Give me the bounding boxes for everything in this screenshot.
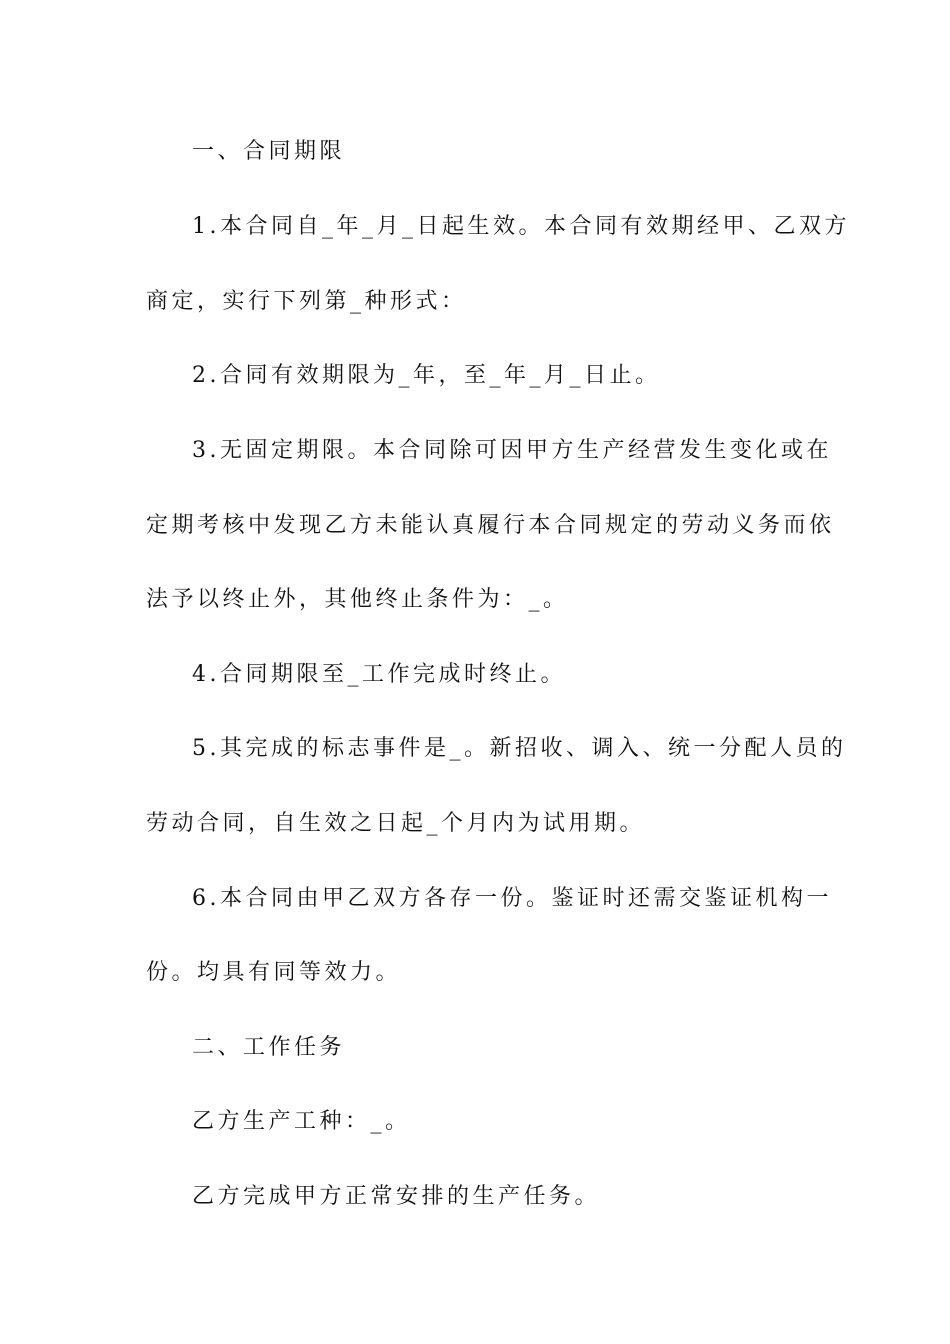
paragraph-line: 份。均具有同等效力。	[146, 960, 402, 985]
paragraph-line: 乙方生产工种：_。	[192, 1109, 411, 1134]
paragraph-line: 6.本合同由甲乙双方各存一份。鉴证时还需交鉴证机构一	[192, 886, 832, 911]
section-heading-contract-term: 一、合同期限	[192, 139, 346, 164]
paragraph-line: 乙方完成甲方正常安排的生产任务。	[192, 1184, 601, 1209]
paragraph-line: 2.合同有效期限为_年，至_年_月_日止。	[192, 363, 661, 388]
paragraph-line: 劳动合同，自生效之日起_个月内为试用期。	[146, 811, 646, 836]
section-heading-work-tasks: 二、工作任务	[192, 1035, 346, 1060]
paragraph-line: 定期考核中发现乙方未能认真履行本合同规定的劳动义务而依	[146, 513, 835, 538]
paragraph-line: 1.本合同自_年_月_日起生效。本合同有效期经甲、乙双方	[192, 214, 850, 239]
paragraph-line: 3.无固定期限。本合同除可因甲方生产经营发生变化或在	[192, 438, 832, 463]
paragraph-line: 5.其完成的标志事件是_。新招收、调入、统一分配人员的	[192, 736, 847, 761]
paragraph-line: 4.合同期限至_工作完成时终止。	[192, 662, 566, 687]
paragraph-line: 法予以终止外，其他终止条件为：_。	[146, 587, 569, 612]
paragraph-line: 商定，实行下列第_种形式：	[146, 289, 467, 314]
